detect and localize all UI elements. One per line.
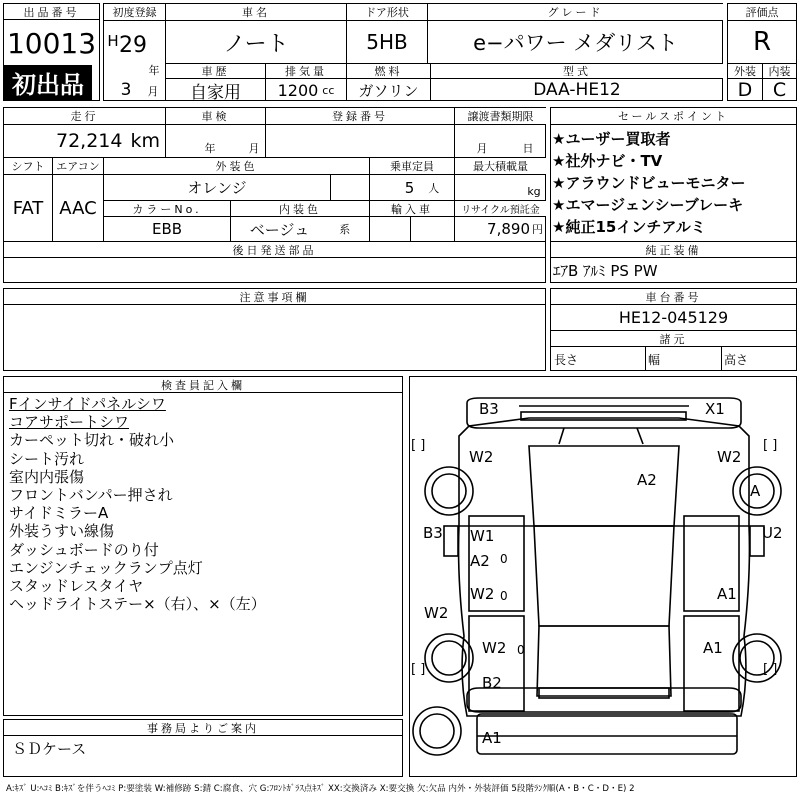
import-label: 輸入車 (370, 201, 454, 216)
mark-b2-rear: B2 (482, 674, 502, 692)
notes-label: 注意事項欄 (4, 289, 545, 304)
shift-label: シフト (4, 158, 52, 174)
ac-label: エアコン (53, 158, 103, 174)
mark-w2-quarter: W2 (482, 639, 507, 657)
capacity-value: 5 (404, 178, 415, 197)
mark-bracket: [ ] (411, 662, 426, 677)
mark-w2-left-quarter: W2 (424, 604, 449, 622)
history: 自家用 (190, 82, 241, 103)
mark-a1-right-quarter: A1 (703, 639, 723, 657)
score-label: 評価点 (728, 4, 796, 20)
inspector-line: サイドミラーA (9, 504, 109, 523)
first-reg-label: 初度登録 (104, 4, 165, 20)
sales-item: ★ユーザー買取者 (552, 130, 671, 148)
width-label: 幅 (648, 352, 661, 367)
mileage (4, 125, 165, 157)
ext-color: オレンジ (187, 179, 247, 197)
history-label: 車歴 (166, 64, 265, 78)
mark-b3-side: B3 (423, 524, 443, 542)
plate-label: 登録番号 (266, 108, 454, 124)
sales-label: セールスポイント (551, 108, 796, 124)
inspector-line: Fインサイドパネルシワ (9, 395, 166, 413)
office-value: ＳＤケース (12, 739, 87, 758)
mark-u2-side: U2 (762, 524, 783, 542)
inspector-line: シート汚れ (9, 449, 85, 468)
mileage-unit: km (130, 130, 160, 152)
capacity (370, 175, 454, 200)
door-label: ドア形状 (347, 4, 427, 20)
interior-label: 内装 (763, 64, 796, 78)
era-prefix: H (107, 32, 119, 50)
sales-item: ★社外ナビ・TV (552, 152, 663, 170)
inspector-line: フロントバンパー押され (9, 486, 173, 505)
legend: A:ｷｽﾞ U:ﾍｺﾐ B:ｷｽﾞを伴うﾍｺﾐ P:要塗装 W:補修跡 S:錆 C:腐食、穴 G:ﾌﾛﾝﾄｶﾞﾗｽ点ｷｽﾞ XX:交換済み X:要交換 欠:欠品 内外・外装評価 5段階ﾗﾝｸ順(A・B・C・D・E) 2 (6, 784, 635, 794)
mark-a-tire: A (750, 482, 761, 500)
height-label: 高さ (724, 352, 749, 367)
mileage-value: 72,214 (56, 130, 123, 152)
chassis-label: 車台番号 (551, 289, 796, 304)
capacity-unit: 人 (428, 181, 440, 195)
displacement-value: 1200 (277, 80, 319, 100)
mark-a2-front-door: A2 (470, 552, 490, 570)
reg-month-unit: 月 (147, 85, 159, 98)
load-label: 最大積載量 (455, 158, 546, 174)
reg-month: 3 (120, 80, 132, 100)
capacity-label: 乗車定員 (370, 158, 454, 174)
inspector-line: コアサポートシワ (9, 413, 130, 432)
displacement-label: 排気量 (266, 64, 346, 78)
transfer-day-unit: 日 (522, 142, 534, 155)
mileage-label: 走行 (4, 108, 165, 124)
sales-item: ★エマージェンシーブレーキ (552, 196, 744, 214)
inspector-line: 外装うすい線傷 (9, 522, 115, 541)
lot-label: 出品番号 (4, 4, 99, 20)
first-listing-badge: 初出品 (4, 65, 92, 100)
reg-year: 29 (119, 32, 147, 58)
recycle-label: リサイクル預託金 (455, 201, 546, 216)
inspector-line: 室内内張傷 (9, 467, 85, 486)
recycle-unit: 円 (532, 223, 543, 236)
mark-bracket: [ ] (763, 438, 778, 453)
equipment-value: ｴｱB ｱﾙﾐ PS PW (553, 262, 658, 280)
interior-grade: C (772, 79, 787, 101)
sales-list (552, 128, 796, 238)
mark-w2-rear-door: W2 (470, 585, 495, 603)
ac: AAC (59, 197, 97, 219)
shift: FAT (12, 197, 44, 219)
car-name-label: 車名 (166, 4, 346, 20)
inspection-year-unit: 年 (204, 142, 216, 155)
transfer-month-unit: 月 (476, 142, 488, 155)
exterior-label: 外装 (728, 64, 762, 78)
chassis-number: HE12-045129 (618, 308, 729, 327)
score: R (752, 27, 772, 57)
inspector-line: ヘッドライトステー×（右）、×（左） (9, 595, 266, 614)
mark-b3-front: B3 (479, 400, 499, 418)
int-color (231, 217, 369, 241)
office-label: 事務局よりご案内 (4, 720, 402, 735)
inspector-line: エンジンチェックランプ点灯 (9, 558, 203, 577)
mark-x1-front: X1 (705, 400, 725, 418)
sales-item: ★アラウンドビューモニター (552, 174, 746, 192)
int-color-unit: 系 (339, 223, 351, 236)
displacement-unit: cc (322, 83, 335, 97)
color-no: EBB (151, 220, 183, 238)
mark-zero-quarter: 0 (517, 643, 525, 657)
equipment-label: 純正装備 (551, 242, 796, 257)
mark-w2-right-fender: W2 (717, 448, 742, 466)
later-parts-label: 後日発送部品 (4, 242, 545, 257)
mark-a1-rear-door: A1 (717, 585, 737, 603)
fuel-label: 燃料 (347, 64, 430, 78)
recycle-value: 7,890 (487, 220, 530, 238)
ext-color-label: 外装色 (104, 158, 369, 174)
inspector-line: カーペット切れ・破れ小 (9, 431, 175, 450)
dims-label: 諸元 (551, 331, 796, 346)
mark-bracket: [ ] (411, 438, 426, 453)
model-code: DAA-HE12 (533, 80, 621, 100)
length-label: 長さ (554, 352, 579, 367)
mark-a1-spare: A1 (482, 729, 502, 747)
car-name: ノート (223, 31, 289, 57)
car-outline (409, 376, 797, 777)
mark-bracket: [ ] (763, 662, 778, 677)
recycle (455, 217, 546, 241)
mark-w2-left-fender: W2 (469, 448, 494, 466)
mark-zero-front-door: 0 (500, 552, 508, 566)
inspector-lines (9, 395, 401, 613)
int-color-label: 内装色 (231, 201, 369, 216)
mark-w1-front-door: W1 (470, 527, 495, 545)
reg-year-unit: 年 (148, 63, 160, 77)
grade: e−パワー メダリスト (473, 31, 678, 55)
load-unit: kg (527, 184, 541, 198)
door-type: 5HB (366, 30, 408, 54)
inspector-line: ダッシュボードのり付 (9, 540, 159, 559)
inspection-month-unit: 月 (248, 142, 260, 155)
mark-a2-hood: A2 (637, 471, 657, 489)
transfer-label: 譲渡書類期限 (455, 108, 546, 124)
int-color-value: ベージュ (249, 220, 310, 239)
sales-item: ★純正15インチアルミ (552, 218, 706, 236)
inspection-label: 車検 (166, 108, 265, 124)
grade-label: グレード (428, 4, 723, 20)
mark-zero-rear-door: 0 (500, 589, 508, 603)
displacement (266, 79, 346, 101)
lot-number: 10013 (6, 26, 97, 60)
car-diagram (409, 376, 797, 777)
model-label: 型式 (431, 64, 723, 78)
exterior-grade: D (737, 79, 753, 101)
inspector-label: 検査員記入欄 (4, 377, 402, 392)
fuel: ガソリン (358, 81, 419, 100)
inspector-line: スタッドレスタイヤ (9, 577, 144, 596)
color-no-label: カラーNo. (104, 201, 230, 216)
